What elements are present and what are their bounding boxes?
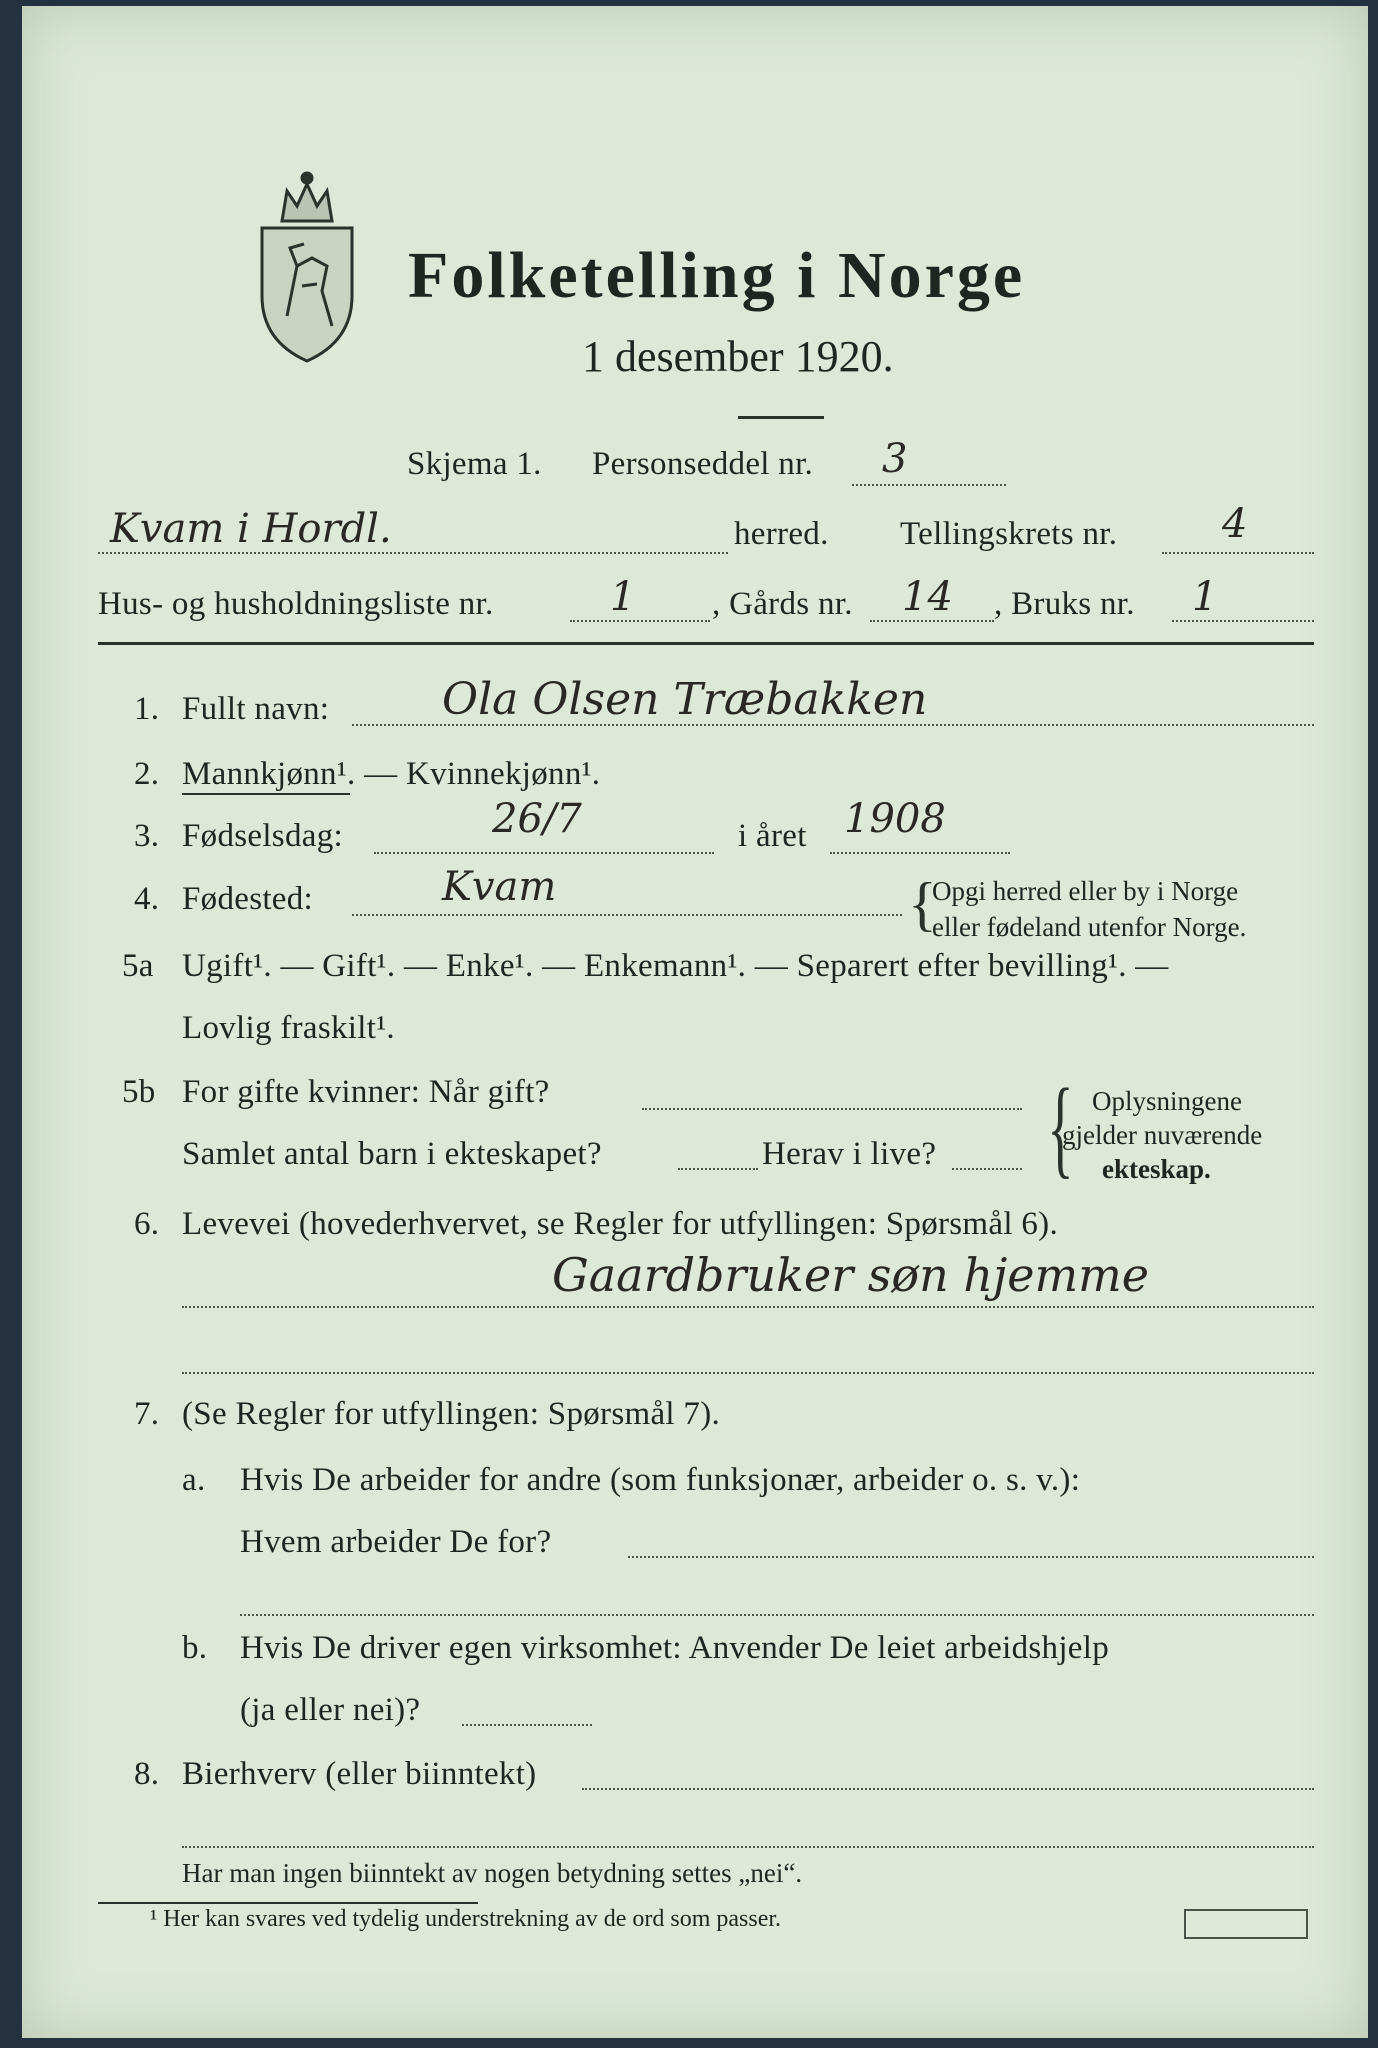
q6-number: 6. [134,1206,160,1242]
q7-label: (Se Regler for utfyllingen: Spørsmål 7). [182,1396,721,1432]
q5b-married-label: For gifte kvinner: Når gift? [182,1074,550,1110]
bruks-label: , Bruks nr. [994,586,1135,622]
q5b-married-line [642,1108,1022,1110]
q7a-line-extra [240,1614,1314,1616]
footnote-divider [98,1902,478,1904]
marital-status-divorced: Lovlig fraskilt¹. [182,1010,395,1046]
q5b-number: 5b [122,1074,156,1110]
q5b-note-line3: ekteskap. [1102,1154,1211,1184]
q8-line1 [582,1788,1314,1790]
q7a-line2: Hvem arbeider De for? [240,1524,552,1560]
birthplace-value: Kvam [442,864,557,910]
q6-label: Levevei (hovederhvervet, se Regler for utfyllingen: Spørsmål 6). [182,1206,1059,1242]
q2-number: 2. [134,756,160,792]
gards-label: , Gårds nr. [712,586,853,622]
full-name-value: Ola Olsen Træbakken [442,674,928,725]
herred-line [98,552,728,554]
skjema-label: Skjema 1. [407,446,542,482]
q4-line [352,914,902,916]
q5b-alive-line [952,1168,1022,1170]
q8-note: Har man ingen biinntekt av nogen betydning settes „nei“. [182,1858,803,1888]
year-line [830,852,1010,854]
q1-label: Fullt navn: [182,691,330,727]
q8-line2 [182,1846,1314,1848]
q7b-line2: (ja eller nei)? [240,1692,421,1728]
personseddel-line [852,484,1006,486]
q7a-line1: Hvis De arbeider for andre (som funksjonær, arbeider o. s. v.): [240,1462,1081,1498]
q4-number: 4. [134,881,160,917]
q5b-alive-label: Herav i live? [762,1136,937,1172]
q7-number: 7. [134,1396,160,1432]
q5b-note-line2: gjelder nuværende [1062,1120,1263,1150]
q5b-note-line1: Oplysningene [1092,1086,1242,1116]
q4-note-line1: Opgi herred eller by i Norge [932,876,1239,906]
q6-line2 [182,1372,1314,1374]
q7a-line-employer [628,1556,1314,1558]
marital-status-options: Ugift¹. — Gift¹. — Enke¹. — Enkemann¹. — Separert efter bevilling¹. — [182,948,1169,984]
gards-number: 14 [902,574,953,620]
q6-line1 [182,1306,1314,1308]
census-date: 1 desember 1920. [582,332,894,381]
q5b-children-line [678,1168,758,1170]
herred-value: Kvam i Hordl. [110,506,392,552]
hus-number: 1 [610,574,636,620]
q7a-letter: a. [182,1462,206,1498]
q1-number: 1. [134,691,160,727]
gards-line [870,620,994,622]
personseddel-number: 3 [882,436,908,482]
q8-number: 8. [134,1756,160,1792]
bruks-line [1172,620,1314,622]
printer-stamp [1184,1909,1308,1939]
form-title: Folketelling i Norge [408,239,1026,312]
tellingskrets-line [1162,552,1314,554]
footnote: ¹ Her kan svares ved tydelig understrekning av de ord som passer. [150,1906,782,1932]
tellingskrets-number: 4 [1222,501,1248,547]
q4-label: Fødested: [182,881,314,917]
occupation-value: Gaardbruker søn hjemme [552,1248,1149,1302]
header-divider [98,642,1314,645]
q5a-number: 5a [122,948,154,984]
q4-note-line2: eller fødeland utenfor Norge. [932,912,1247,942]
q3-number: 3. [134,818,160,854]
q3-line [374,852,714,854]
mannkjonn-underline [182,793,350,795]
tellingskrets-label: Tellingskrets nr. [900,516,1118,552]
year-label: i året [738,818,807,854]
title-divider [738,416,824,419]
hus-line [570,620,710,622]
herred-label: herred. [734,516,829,552]
q3-label: Fødselsdag: [182,818,343,854]
gender-options: Mannkjønn¹. — Kvinnekjønn¹. [182,756,601,792]
q5b-brace: { [1047,1066,1074,1188]
q8-label: Bierhverv (eller biinntekt) [182,1756,537,1792]
q5b-children-label: Samlet antal barn i ekteskapet? [182,1136,602,1172]
q7b-letter: b. [182,1630,208,1666]
census-form-page [22,6,1368,2038]
q4-brace: { [908,871,937,937]
hus-label: Hus- og husholdningsliste nr. [98,586,494,622]
bruks-number: 1 [1192,574,1218,620]
q7b-line1: Hvis De driver egen virksomhet: Anvender De leiet arbeidshjelp [240,1630,1110,1666]
norway-coat-of-arms-icon [242,166,372,366]
birth-year-value: 1908 [844,796,946,842]
birthdate-value: 26/7 [492,796,582,842]
personseddel-label: Personseddel nr. [592,446,814,482]
q7b-answer-line [462,1724,592,1726]
